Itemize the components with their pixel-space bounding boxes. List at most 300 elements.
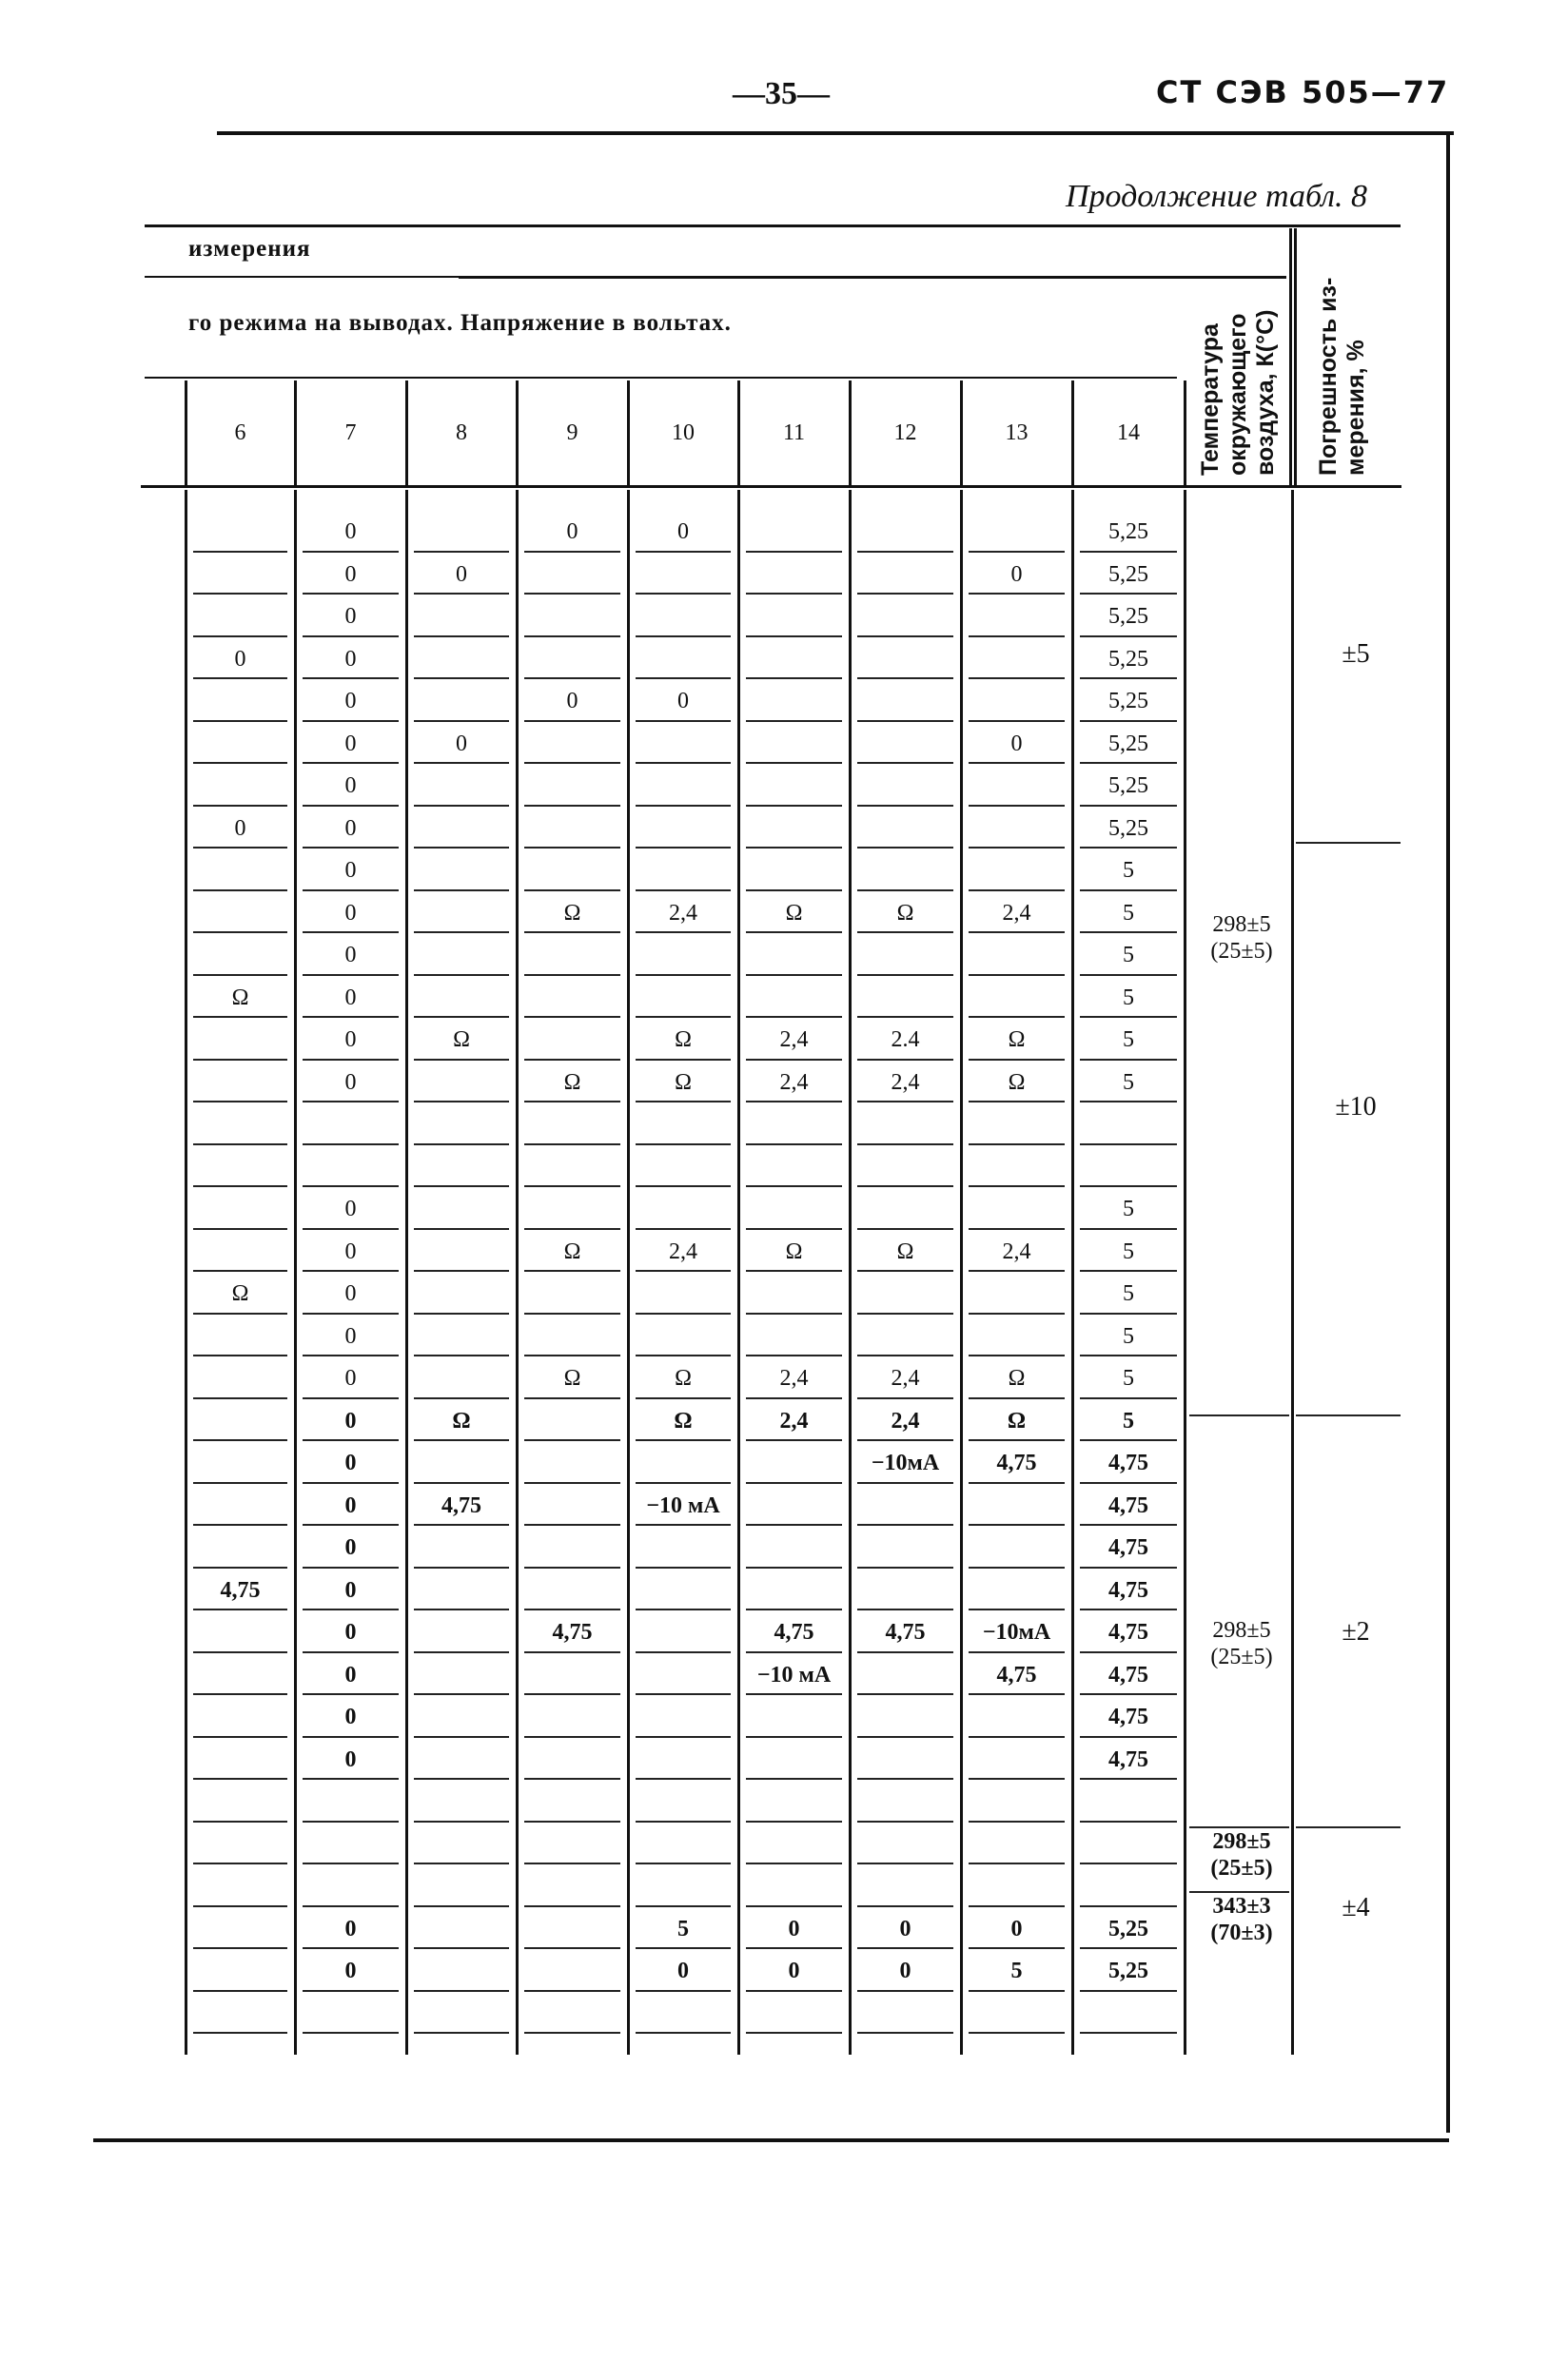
cell-rule [857,1397,953,1399]
header-column-line [294,380,297,485]
table-cell: 4,75 [1108,1535,1148,1560]
table-cell: 5,25 [1108,604,1148,629]
cell-rule [969,1482,1065,1484]
cell-rule [303,889,399,891]
cell-rule [524,1990,620,1992]
cell-rule [636,1863,731,1864]
cell-rule [969,1016,1065,1018]
table-cell: 4,75 [1108,1492,1148,1518]
table-cell: −10мА [982,1620,1051,1645]
table-subtitle: Продолжение табл. 8 [1066,179,1368,214]
cell-rule [746,974,842,976]
cell-rule [193,1778,287,1780]
cell-rule [524,720,620,722]
cell-rule [1080,1693,1177,1695]
table-cell: 4,75 [885,1620,926,1645]
cell-rule [193,1313,287,1315]
cell-rule [414,1185,509,1187]
cell-rule [193,635,287,637]
table-column-line [1184,490,1186,2055]
table-cell: 2,4 [779,1069,809,1095]
table-cell: 5 [1123,985,1134,1010]
cell-rule [857,762,953,764]
table-cell: Ω [563,1069,581,1095]
cell-rule [969,1059,1065,1061]
cell-rule [524,1693,620,1695]
table-cell: 2,4 [891,1408,920,1434]
table-column-line [516,490,519,2055]
cell-rule [857,2032,953,2034]
cell-rule [303,1693,399,1695]
cell-rule [969,2032,1065,2034]
table-cell: Ω [896,1239,914,1264]
cell-rule [524,635,620,637]
cell-rule [524,1439,620,1441]
table-cell: 0 [344,985,357,1010]
cell-rule [524,1651,620,1653]
tolerance-divider [1296,842,1401,844]
cell-rule [857,1609,953,1610]
cell-rule [1080,1313,1177,1315]
cell-rule [636,1524,731,1526]
cell-rule [746,1016,842,1018]
cell-rule [414,1524,509,1526]
cell-rule [969,1905,1065,1907]
table-cell: 0 [344,1197,357,1221]
table-cell: 0 [344,1535,357,1560]
table-cell: 0 [677,1959,689,1983]
cell-rule [746,1143,842,1145]
table-cell: 0 [344,943,357,967]
cell-rule [193,2032,287,2034]
table-cell: 0 [344,689,357,713]
table-cell: 0 [344,815,357,841]
cell-rule [636,1355,731,1356]
table-cell: 0 [344,1620,357,1645]
cell-rule [969,720,1065,722]
cell-rule [857,1270,953,1272]
cell-rule [524,889,620,891]
cell-rule [524,974,620,976]
cell-rule [303,593,399,595]
table-cell: 0 [344,604,357,629]
cell-rule [303,1101,399,1102]
cell-rule [524,931,620,933]
cell-rule [857,1863,953,1864]
table-cell: 2,4 [669,1239,697,1264]
cell-rule [193,1439,287,1441]
cell-rule [1080,1016,1177,1018]
table-cell: 2,4 [1002,900,1031,926]
cell-rule [193,1228,287,1230]
table-cell: 2,4 [779,1366,809,1391]
cell-rule [969,677,1065,679]
temperature-value: 298±5 [1212,1618,1271,1643]
table-cell: −10мА [871,1451,940,1475]
cell-rule [746,1947,842,1949]
cell-rule [857,1567,953,1569]
table-cell: 5 [1010,1959,1023,1983]
table-cell: 0 [344,1239,357,1264]
cell-rule [303,1567,399,1569]
cell-rule [746,1736,842,1738]
table-cell: Ω [896,900,914,926]
cell-rule [193,1905,287,1907]
table-column-line [960,490,963,2055]
temperature-value-celsius: (25±5) [1210,939,1273,964]
cell-rule [746,1355,842,1356]
header-line-2: го режима на выводах. Напряжение в вольтах. [188,310,732,336]
cell-rule [636,1947,731,1949]
temperature-value-celsius: (25±5) [1210,1856,1273,1881]
cell-rule [193,1143,287,1145]
cell-rule [1080,1609,1177,1610]
cell-rule [414,593,509,595]
cell-rule [636,1778,731,1780]
table-cell: 0 [344,519,357,544]
cell-rule [193,1397,287,1399]
cell-rule [414,1313,509,1315]
header-column-line [1071,380,1074,485]
table-cell: 5 [1123,858,1134,883]
cell-rule [414,2032,509,2034]
cell-rule [969,931,1065,933]
cell-rule [303,1736,399,1738]
cell-rule [524,1185,620,1187]
cell-rule [303,1651,399,1653]
table-cell: 5,25 [1108,689,1148,713]
cell-rule [1080,2032,1177,2034]
tolerance-5: ±5 [1342,639,1370,669]
page-number: —35— [733,76,830,111]
cell-rule [193,1355,287,1356]
cell-rule [193,1990,287,1992]
cell-rule [636,1185,731,1187]
header-column-line [960,380,963,485]
cell-rule [193,1270,287,1272]
cell-rule [524,1143,620,1145]
cell-rule [746,1185,842,1187]
cell-rule [414,1778,509,1780]
cell-rule [746,635,842,637]
cell-rule [1080,1947,1177,1949]
cell-rule [193,1693,287,1695]
temperature-column-line [1291,490,1294,2055]
cell-rule [857,847,953,849]
table-cell: 0 [344,773,357,798]
cell-rule [524,1016,620,1018]
cell-rule [414,762,509,764]
cell-rule [303,1185,399,1187]
cell-rule [1080,1990,1177,1992]
header-rule-1 [145,224,1401,227]
header-rule-2a [145,276,459,278]
cell-rule [857,1693,953,1695]
cell-rule [193,1524,287,1526]
cell-rule [193,1567,287,1569]
cell-rule [414,805,509,807]
cell-rule [1080,1143,1177,1145]
table-cell: −10 мА [646,1492,720,1518]
table-cell: Ω [453,1027,470,1052]
header-column-line [1289,228,1292,485]
tolerance-divider [1296,1826,1401,1828]
cell-rule [524,2032,620,2034]
table-cell: 2,4 [1002,1239,1031,1264]
cell-rule [636,720,731,722]
cell-rule [414,889,509,891]
cell-rule [1080,1270,1177,1272]
cell-rule [193,1863,287,1864]
cell-rule [969,551,1065,553]
cell-rule [414,1821,509,1823]
cell-rule [636,1651,731,1653]
cell-rule [969,805,1065,807]
cell-rule [193,762,287,764]
cell-rule [524,593,620,595]
table-cell: 5 [677,1916,689,1941]
cell-rule [303,720,399,722]
right-border [1446,135,1450,2133]
cell-rule [414,974,509,976]
column-number: 12 [893,420,917,445]
cell-rule [414,1609,509,1610]
cell-rule [636,593,731,595]
temperature-value-celsius: (70±3) [1210,1921,1273,1945]
cell-rule [193,974,287,976]
table-cell: 5 [1123,1027,1134,1052]
cell-rule [1080,635,1177,637]
table-cell: 2.4 [891,1027,920,1052]
cell-rule [193,593,287,595]
cell-rule [414,1397,509,1399]
cell-rule [1080,1185,1177,1187]
cell-rule [193,1059,287,1061]
cell-rule [1080,1059,1177,1061]
table-cell: 5 [1123,1069,1134,1095]
table-cell: 0 [899,1959,911,1983]
cell-rule [636,805,731,807]
cell-rule [303,1059,399,1061]
cell-rule [303,1524,399,1526]
table-cell: Ω [675,1027,692,1052]
cell-rule [857,635,953,637]
table-cell: 2,4 [779,1027,809,1052]
table-column-line [185,490,187,2055]
table-cell: 0 [344,1069,357,1095]
cell-rule [857,1101,953,1102]
cell-rule [969,1524,1065,1526]
cell-rule [857,720,953,722]
table-cell: 0 [566,519,578,544]
header-column-line [516,380,519,485]
table-column-line [294,490,297,2055]
table-cell: 0 [234,646,246,672]
cell-rule [969,1228,1065,1230]
cell-rule [193,1821,287,1823]
table-cell: 0 [344,1323,357,1349]
table-column-line [627,490,630,2055]
cell-rule [303,1990,399,1992]
cell-rule [636,1313,731,1315]
column-number: 9 [566,420,578,445]
header-rule-3 [145,377,1177,379]
cell-rule [636,1059,731,1061]
cell-rule [636,1101,731,1102]
cell-rule [303,847,399,849]
cell-rule [746,889,842,891]
cell-rule [1080,593,1177,595]
cell-rule [193,805,287,807]
cell-rule [746,762,842,764]
cell-rule [969,1693,1065,1695]
cell-rule [969,1947,1065,1949]
cell-rule [969,1143,1065,1145]
table-cell: 0 [344,1705,357,1729]
cell-rule [636,1270,731,1272]
cell-rule [969,889,1065,891]
cell-rule [524,1482,620,1484]
cell-rule [414,1947,509,1949]
cell-rule [969,1778,1065,1780]
cell-rule [746,1439,842,1441]
cell-rule [969,1990,1065,1992]
cell-rule [857,889,953,891]
cell-rule [193,1609,287,1610]
standard-code: СТ СЭВ 505—77 [1156,74,1450,110]
cell-rule [636,677,731,679]
table-cell: 0 [344,1746,357,1772]
temperature-value-1 [1189,911,1294,965]
cell-rule [857,1313,953,1315]
table-cell: 0 [1010,561,1023,587]
cell-rule [1080,1736,1177,1738]
cell-rule [193,889,287,891]
cell-rule [746,1482,842,1484]
temperature-value-3 [1189,1828,1294,1882]
cell-rule [746,1990,842,1992]
cell-rule [193,677,287,679]
cell-rule [857,1355,953,1356]
cell-rule [746,720,842,722]
cell-rule [746,1059,842,1061]
table-cell: Ω [785,900,803,926]
cell-rule [193,931,287,933]
table-cell: 5 [1123,1281,1134,1306]
cell-rule [969,1567,1065,1569]
tolerance-2: ±2 [1342,1617,1370,1647]
header-column-line [1294,228,1297,485]
cell-rule [414,1059,509,1061]
table-cell: 0 [677,689,689,713]
cell-rule [303,1947,399,1949]
cell-rule [524,1947,620,1949]
cell-rule [414,847,509,849]
table-cell: Ω [563,900,581,926]
cell-rule [414,1355,509,1356]
cell-rule [746,1228,842,1230]
cell-rule [969,1439,1065,1441]
table-cell: Ω [785,1239,803,1264]
table-cell: Ω [563,1366,581,1391]
cell-rule [303,1905,399,1907]
table-cell: 0 [344,1916,357,1941]
cell-rule [524,1228,620,1230]
cell-rule [857,1778,953,1780]
cell-rule [746,1863,842,1864]
cell-rule [857,1143,953,1145]
cell-rule [524,1059,620,1061]
cell-rule [746,1270,842,1272]
cell-rule [524,1313,620,1315]
cell-rule [524,1101,620,1102]
header-column-line [185,380,187,485]
table-cell: Ω [452,1408,471,1434]
table-cell: 5 [1123,900,1134,926]
cell-rule [524,1863,620,1864]
table-cell: 0 [456,731,467,756]
table-cell: 4,75 [1108,1620,1148,1645]
table-cell: Ω [231,985,249,1010]
cell-rule [746,593,842,595]
cell-rule [524,1355,620,1356]
table-cell: −10 мА [756,1662,832,1687]
cell-rule [636,762,731,764]
cell-rule [857,1228,953,1230]
cell-rule [857,974,953,976]
cell-rule [1080,1439,1177,1441]
cell-rule [303,931,399,933]
cell-rule [303,1821,399,1823]
cell-rule [746,551,842,553]
cell-rule [636,847,731,849]
table-cell: 0 [344,1451,357,1475]
cell-rule [1080,1482,1177,1484]
cell-rule [969,762,1065,764]
cell-rule [414,677,509,679]
table-cell: 0 [1010,1916,1023,1941]
cell-rule [969,1313,1065,1315]
table-cell: 5,25 [1108,731,1148,756]
table-cell: 5 [1123,1408,1134,1434]
cell-rule [746,1693,842,1695]
table-cell: 2,4 [779,1408,809,1434]
cell-rule [524,1524,620,1526]
cell-rule [746,2032,842,2034]
cell-rule [303,805,399,807]
temperature-header: Температура окружающего воздуха, К(°С) [1197,309,1279,476]
cell-rule [857,677,953,679]
header-bottom-rule [141,485,1401,488]
cell-rule [524,677,620,679]
cell-rule [303,1609,399,1610]
table-cell: 5 [1123,943,1134,967]
table-cell: 4,75 [441,1492,481,1518]
cell-rule [746,1397,842,1399]
cell-rule [414,1439,509,1441]
table-cell: 0 [344,1577,357,1603]
cell-rule [636,889,731,891]
cell-rule [414,1693,509,1695]
cell-rule [636,635,731,637]
table-cell: 5,25 [1108,1916,1148,1941]
cell-rule [969,1863,1065,1864]
cell-rule [857,1524,953,1526]
table-cell: Ω [675,1366,692,1391]
cell-rule [524,1905,620,1907]
column-number: 10 [672,420,695,445]
cell-rule [746,677,842,679]
